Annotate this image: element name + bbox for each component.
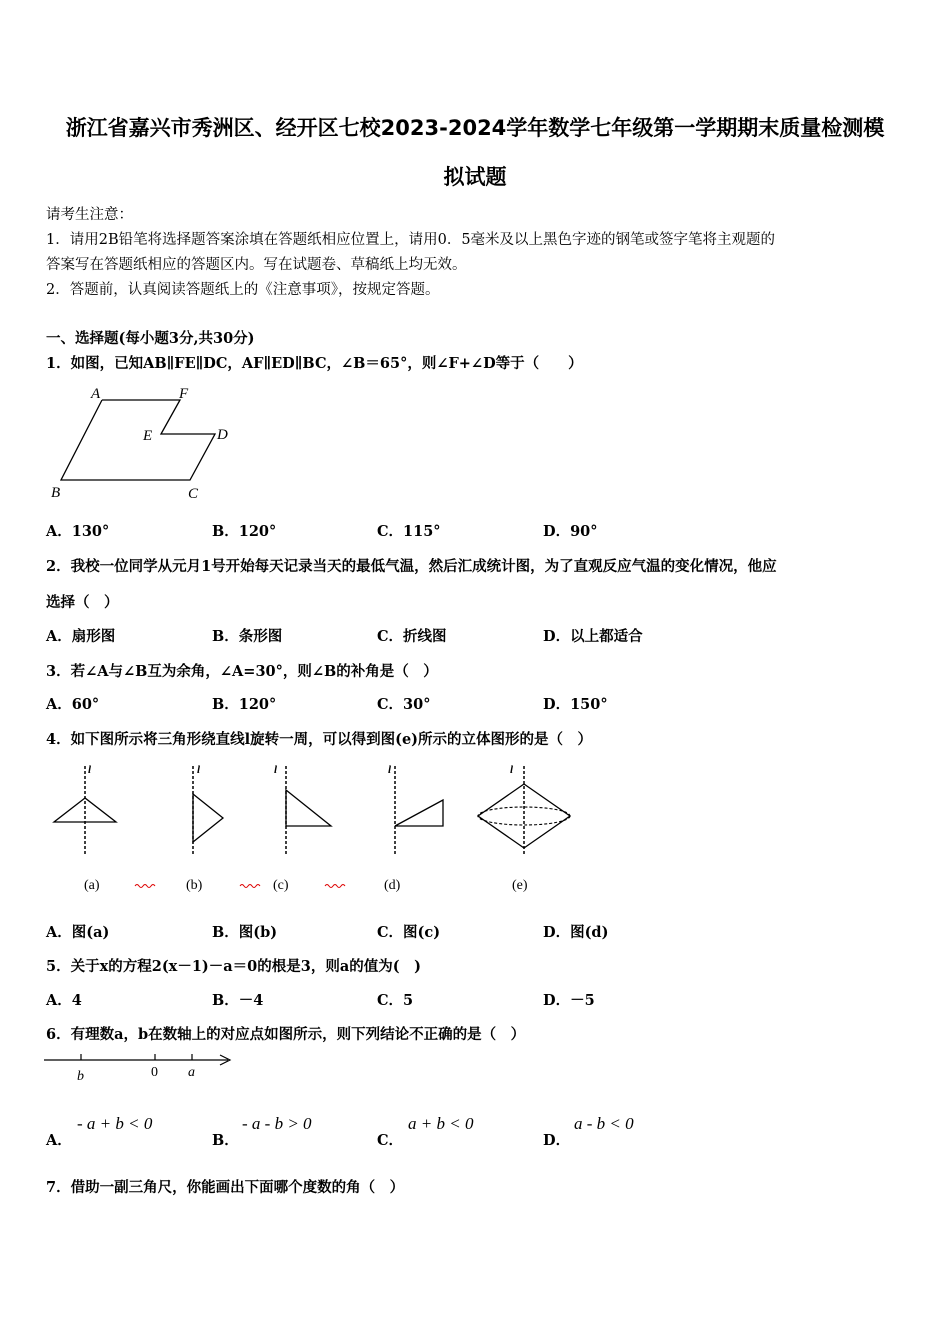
q4-caption-b: (b) (186, 878, 203, 893)
q1-option-c[interactable]: C．115° (377, 523, 441, 540)
q6-axis-label-b: b (77, 1069, 84, 1084)
q6-option-a-letter[interactable]: A． (46, 1132, 72, 1149)
q4-figure-a (54, 764, 116, 893)
page-title-line2: 拟试题 (443, 165, 507, 189)
question-6-stem: 6．有理数a，b在数轴上的对应点如图所示，则下列结论不正确的是（ ） (46, 1026, 526, 1043)
q1-label-f: F (179, 386, 189, 402)
q4-figure-b (186, 764, 223, 893)
q6-axis-label-zero: 0 (151, 1065, 158, 1080)
q2-option-a[interactable]: A．扇形图 (46, 628, 116, 645)
q4-caption-d: (d) (384, 878, 401, 893)
q1-parallelogram-figure (45, 382, 245, 504)
q2-option-b[interactable]: B．条形图 (212, 628, 283, 645)
q5-option-a[interactable]: A．4 (46, 992, 82, 1009)
question-7-stem: 7．借助一副三角尺，你能画出下面哪个度数的角（ ） (46, 1179, 405, 1196)
q6-option-b-letter[interactable]: B． (212, 1132, 239, 1149)
q4-caption-c: (c) (273, 878, 289, 893)
question-2-stem-cont: 选择（ ） (46, 594, 119, 611)
svg-text:l: l (197, 764, 201, 776)
q1-option-d[interactable]: D．90° (543, 523, 598, 540)
q4-option-b[interactable]: B．图(b) (212, 924, 278, 941)
q6-option-d-expr[interactable]: a - b < 0 (574, 1114, 634, 1133)
q4-figure-e (478, 764, 570, 893)
q4-option-c[interactable]: C．图(c) (377, 924, 441, 941)
q5-option-b[interactable]: B．－4 (212, 992, 264, 1009)
q6-option-c-expr[interactable]: a + b < 0 (408, 1114, 474, 1133)
q6-axis-label-a: a (188, 1065, 195, 1080)
svg-text:l: l (274, 764, 278, 776)
q6-option-c-letter[interactable]: C． (377, 1132, 404, 1149)
q4-rotation-figures (40, 760, 600, 900)
q6-option-d-letter[interactable]: D． (543, 1132, 571, 1149)
q2-option-c[interactable]: C．折线图 (377, 628, 447, 645)
question-4-stem: 4．如下图所示将三角形绕直线l旋转一周，可以得到图(e)所示的立体图形的是（ ） (46, 731, 593, 748)
q6-option-a-expr[interactable]: - a + b < 0 (77, 1114, 153, 1133)
q6-number-line (42, 1050, 242, 1086)
q4-caption-a: (a) (84, 878, 100, 893)
q4-option-d[interactable]: D．图(d) (543, 924, 609, 941)
q4-figure-d (384, 764, 443, 893)
q3-option-b[interactable]: B．120° (212, 696, 277, 713)
q1-label-c: C (188, 486, 199, 502)
q4-option-a[interactable]: A．图(a) (46, 924, 110, 941)
notice-item-2: 2．答题前，认真阅读答题纸上的《注意事项》，按规定答题。 (46, 282, 440, 298)
svg-text:l: l (388, 764, 392, 776)
svg-text:l: l (88, 764, 92, 776)
q1-option-a[interactable]: A．130° (46, 523, 110, 540)
q4-figure-c (273, 764, 331, 893)
q3-option-a[interactable]: A．60° (46, 696, 100, 713)
q1-label-a: A (91, 386, 101, 402)
q1-label-b: B (51, 485, 61, 501)
q5-option-c[interactable]: C．5 (377, 992, 414, 1009)
question-3-stem: 3．若∠A与∠B互为余角，∠A=30°，则∠B的补角是（ ） (46, 663, 438, 680)
q6-option-b-expr[interactable]: - a - b > 0 (242, 1114, 312, 1133)
q2-option-d[interactable]: D．以上都适合 (543, 628, 643, 645)
notice-item-1-cont: 答案写在答题纸相应的答题区内。写在试题卷、草稿纸上均无效。 (46, 257, 467, 273)
question-1-stem: 1．如图，已知AB∥FE∥DC，AF∥ED∥BC，∠B＝65°，则∠F+∠D等于（ ） (46, 355, 583, 372)
q4-caption-e: (e) (512, 878, 528, 893)
q3-option-d[interactable]: D．150° (543, 696, 608, 713)
notice-item-1: 1．请用2B铅笔将选择题答案涂填在答题纸相应位置上，请用0．5毫米及以上黑色字迹的钢笔或签字笔将主观题的 (46, 232, 776, 248)
question-2-stem: 2．我校一位同学从元月1号开始每天记录当天的最低气温，然后汇成统计图，为了直观反应气温的变化情况，他应 (46, 558, 777, 575)
q5-option-d[interactable]: D．－5 (543, 992, 595, 1009)
q1-option-b[interactable]: B．120° (212, 523, 277, 540)
question-5-stem: 5．关于x的方程2(x－1)－a＝0的根是3，则a的值为( ) (46, 958, 421, 975)
section-heading: 一、选择题(每小题3分,共30分) (46, 330, 255, 347)
notice-heading: 请考生注意： (46, 207, 133, 223)
page-title-line1: 浙江省嘉兴市秀洲区、经开区七校2023-2024学年数学七年级第一学期期末质量检测模 (65, 116, 885, 140)
q1-label-e: E (143, 428, 153, 444)
q1-label-d: D (217, 427, 228, 443)
q3-option-c[interactable]: C．30° (377, 696, 431, 713)
svg-text:l: l (510, 764, 514, 776)
